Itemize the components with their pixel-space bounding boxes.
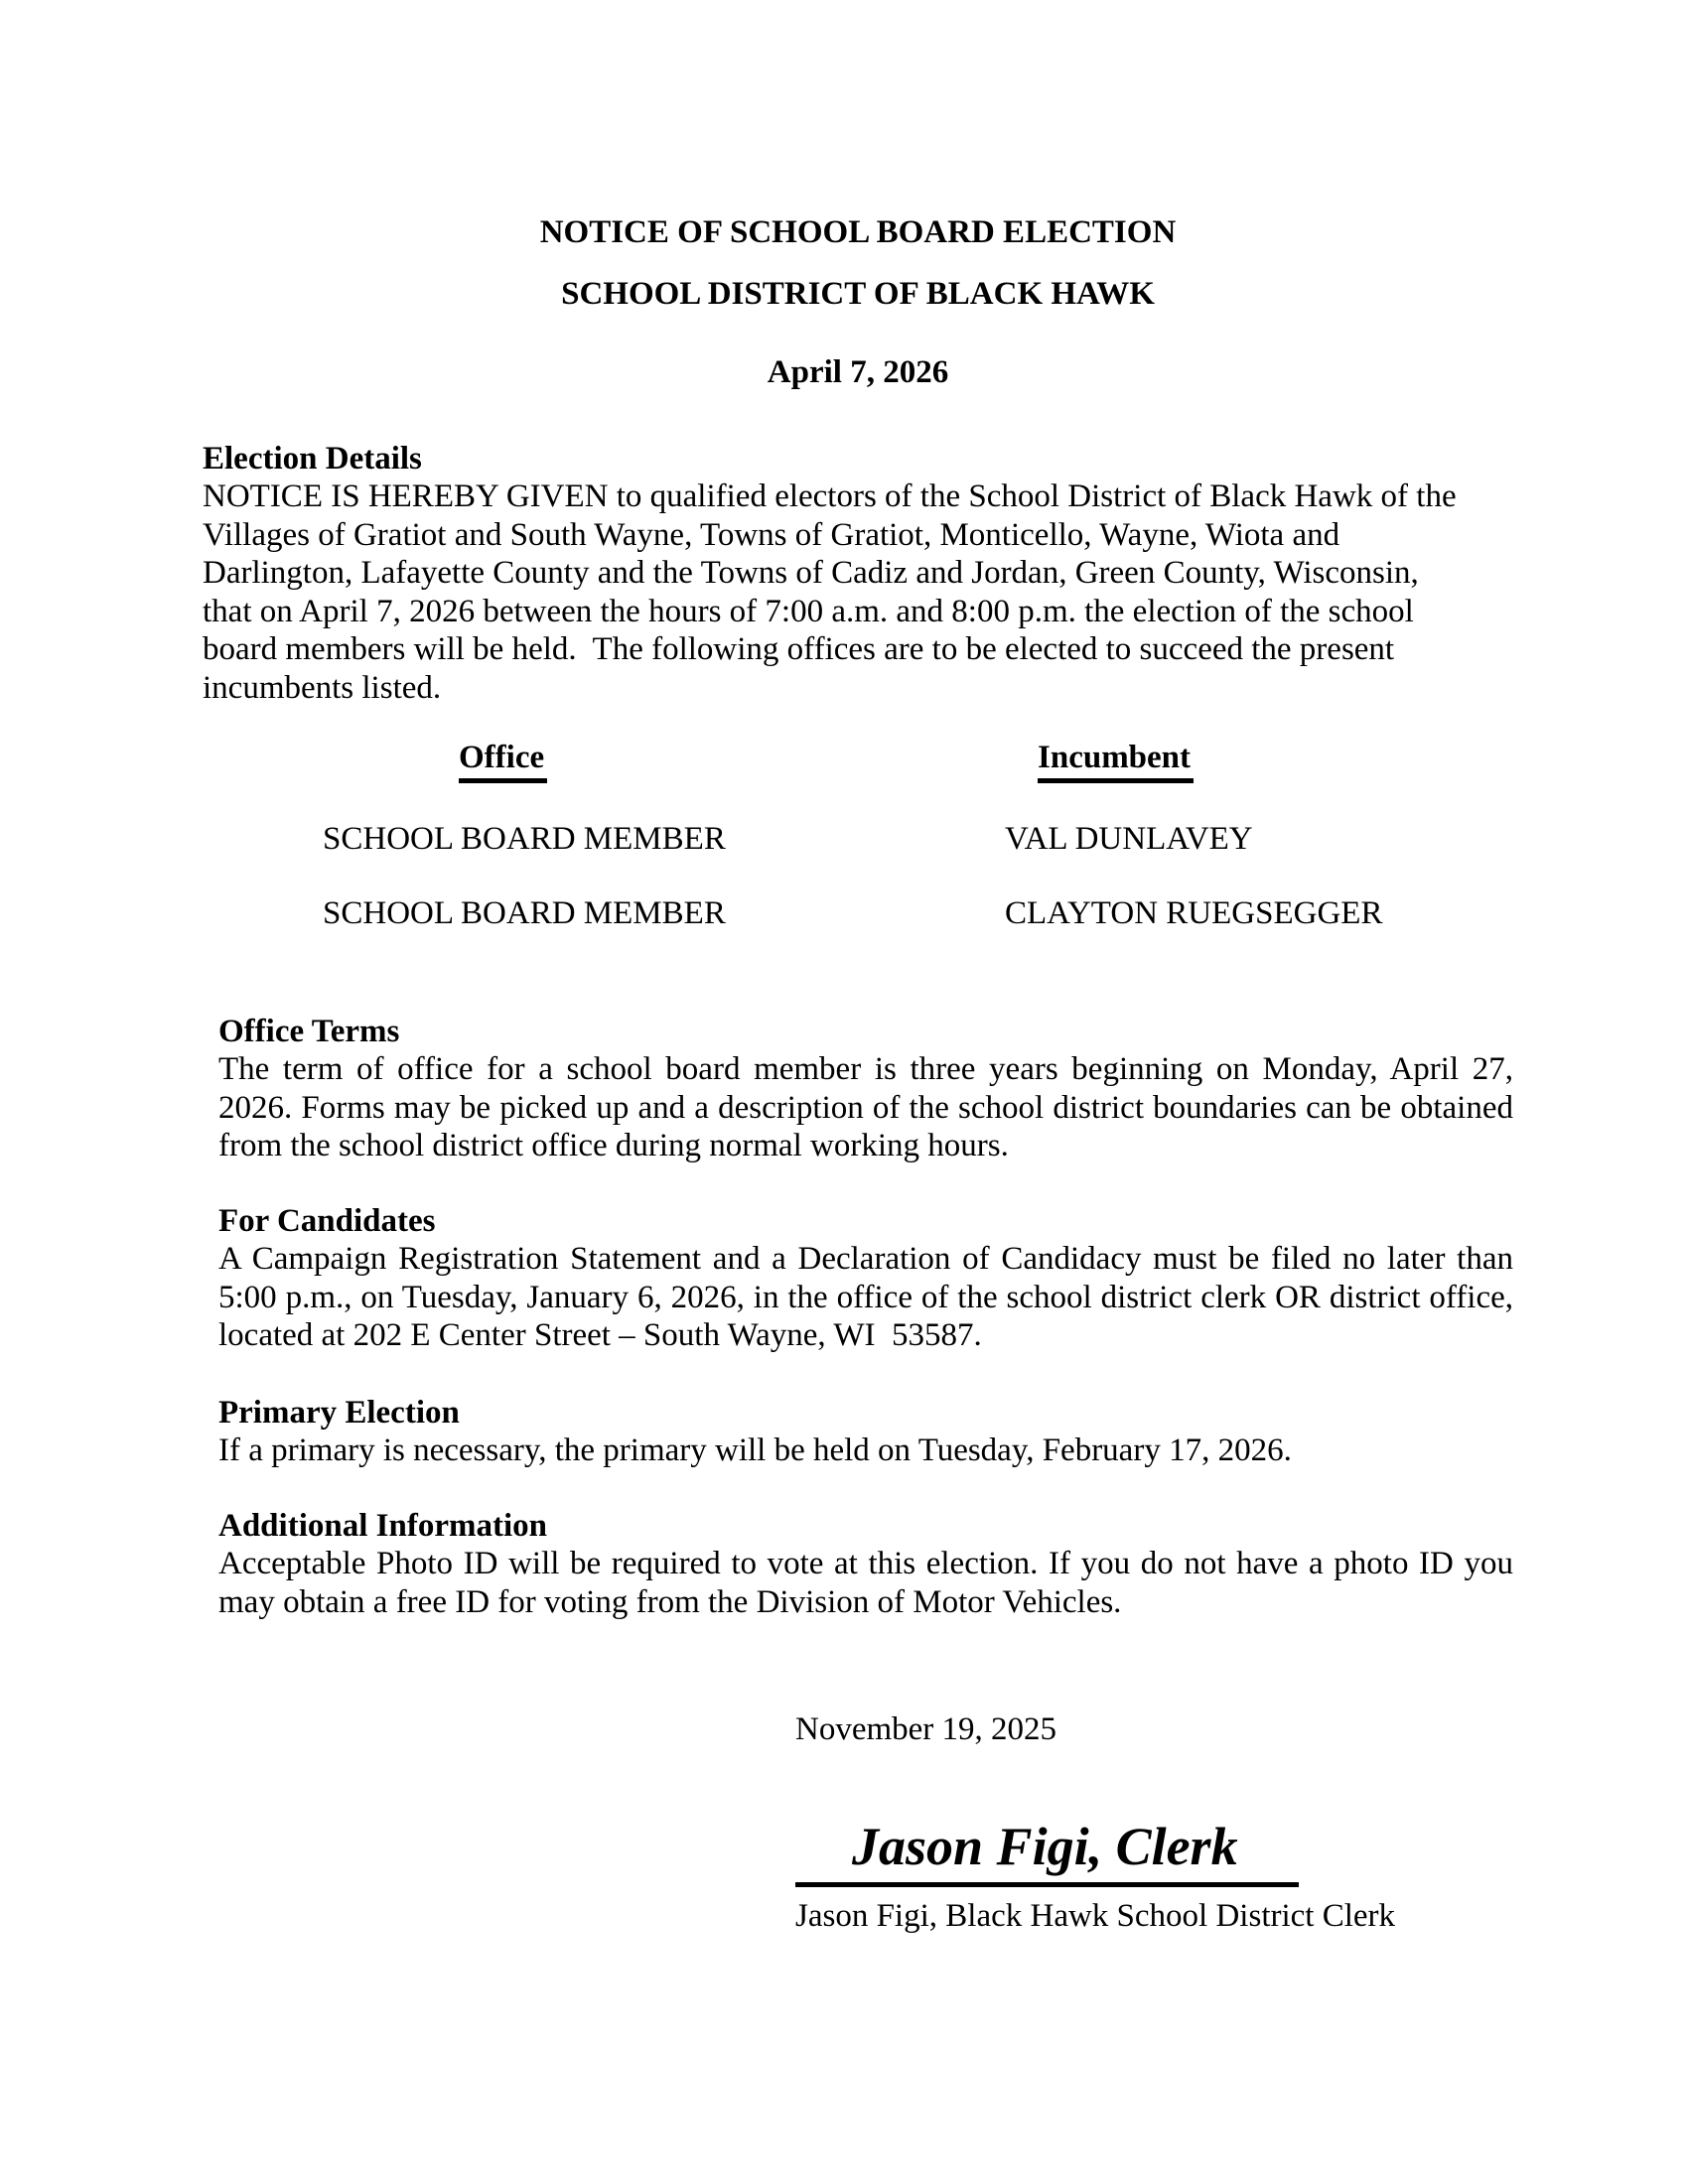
election-date-title: April 7, 2026 (767, 354, 949, 390)
text-line: Villages of Gratiot and South Wayne, Towns of Gratiot, Monticello, Wayne, Wiota and (203, 516, 1340, 553)
signature-script: Jason Figi, Clerk (852, 1816, 1238, 1876)
office-terms-paragraph (218, 1050, 1513, 1165)
text-line: Darlington, Lafayette County and the Towns of Cadiz and Jordan, Green County, Wisconsin, (203, 555, 1419, 591)
text-line: located at 202 E Center Street – South Wayne, WI 53587. (218, 1317, 982, 1353)
signature-caption: Jason Figi, Black Hawk School District Clerk (795, 1897, 1396, 1934)
primary-election-paragraph (218, 1432, 1513, 1470)
text-line: 2026. Forms may be picked up and a description of the school district boundaries can be obtained (218, 1089, 1513, 1126)
text-line: may obtain a free ID for voting from the Division of Motor Vehicles. (218, 1583, 1122, 1620)
text-line: The term of office for a school board member is three years beginning on Monday, April 27, (218, 1051, 1513, 1087)
offices-table (323, 739, 1513, 933)
election-details-heading: Election Details (203, 440, 422, 477)
text-line: that on April 7, 2026 between the hours of 7:00 a.m. and 8:00 p.m. the election of the school (203, 593, 1414, 629)
primary-election-heading: Primary Election (218, 1394, 460, 1431)
additional-information-paragraph (218, 1545, 1513, 1621)
office-column-header: Office (323, 739, 1005, 783)
election-details-paragraph (203, 478, 1513, 707)
for-candidates-heading: For Candidates (218, 1202, 436, 1239)
district-title: SCHOOL DISTRICT OF BLACK HAWK (561, 275, 1155, 312)
text-line: 5:00 p.m., on Tuesday, January 6, 2026, in the office of the school district clerk OR district office, (218, 1279, 1513, 1315)
text-line: board members will be held. The following offices are to be elected to succeed the present (203, 631, 1395, 667)
office-terms-heading: Office Terms (218, 1013, 400, 1049)
text-line: If a primary is necessary, the primary will be held on Tuesday, February 17, 2026. (218, 1433, 1292, 1468)
additional-information-heading: Additional Information (218, 1507, 547, 1544)
incumbent-column-header: Incumbent (1005, 739, 1513, 783)
notice-date: November 19, 2025 (795, 1711, 1057, 1747)
for-candidates-paragraph (218, 1240, 1513, 1355)
text-line: A Campaign Registration Statement and a Declaration of Candidacy must be filed no later than (218, 1241, 1513, 1277)
incumbent-cell: VAL DUNLAVEY (1005, 820, 1253, 857)
document-title: NOTICE OF SCHOOL BOARD ELECTION (539, 214, 1177, 250)
office-cell: SCHOOL BOARD MEMBER (323, 820, 726, 857)
text-line: Acceptable Photo ID will be required to vote at this election. If you do not have a photo ID you (218, 1546, 1513, 1581)
text-line: NOTICE IS HEREBY GIVEN to qualified electors of the School District of Black Hawk of the (203, 478, 1457, 514)
office-cell: SCHOOL BOARD MEMBER (323, 895, 726, 931)
text-line: incumbents listed. (203, 669, 442, 706)
signature-line (795, 1811, 1299, 1887)
incumbent-cell: CLAYTON RUEGSEGGER (1005, 895, 1383, 931)
text-line: from the school district office during normal working hours. (218, 1128, 1009, 1163)
